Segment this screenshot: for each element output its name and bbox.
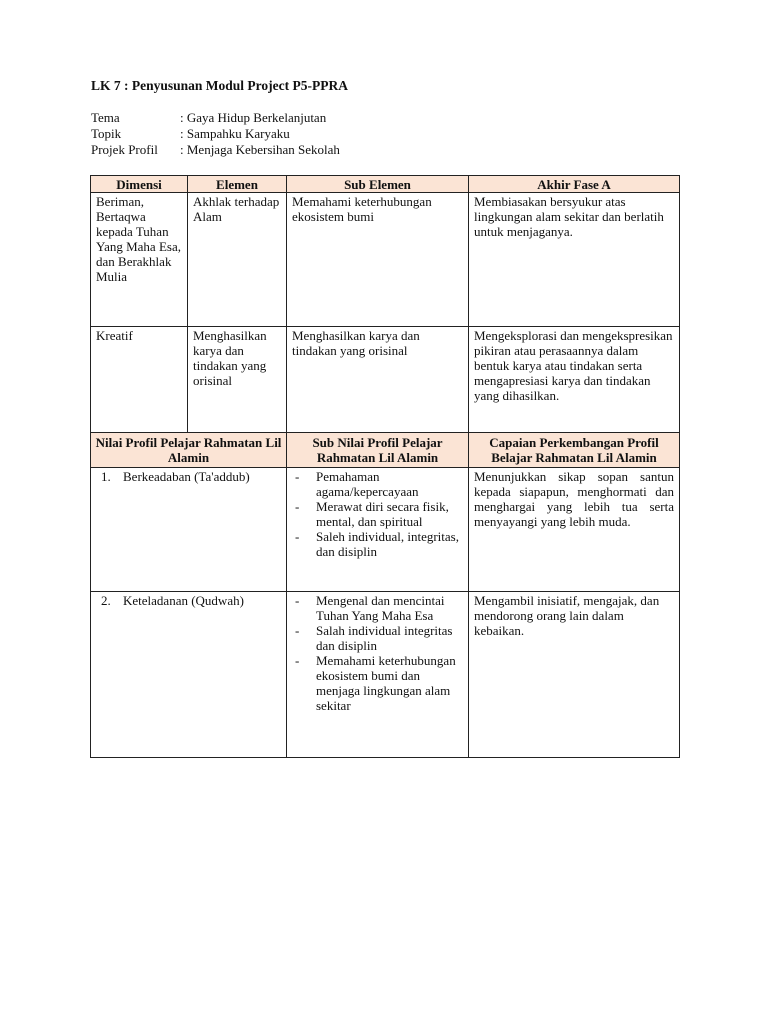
table-header-row <box>91 433 680 468</box>
cell-akhir-fase: Mengeksplorasi dan mengekspresikan pikiran atau perasaannya dalam bentuk karya atau tindakan serta mengapresiasi karya dan tindakan yang dihasilkan. <box>469 327 680 433</box>
list-item-text: Saleh individual, integritas, dan disiplin <box>316 529 459 559</box>
dash-marker: - <box>295 653 300 668</box>
cell-elemen: Akhlak terhadap Alam <box>188 193 287 327</box>
list-item-text: Mengenal dan mencintai Tuhan Yang Maha Esa <box>316 593 445 623</box>
list-item <box>292 499 463 529</box>
cell-sub-elemen: Memahami keterhubungan ekosistem bumi <box>287 193 469 327</box>
cell-capaian: Mengambil inisiatif, mengajak, dan mendorong orang lain dalam kebaikan. <box>469 592 680 758</box>
header-sub-elemen: Sub Elemen <box>287 176 469 193</box>
cell-sub-nilai <box>287 592 469 758</box>
dash-marker: - <box>295 529 300 544</box>
dash-marker: - <box>295 623 300 638</box>
meta-value: : Gaya Hidup Berkelanjutan <box>180 110 327 125</box>
numbered-item <box>96 469 281 484</box>
list-item <box>292 623 463 653</box>
table-row <box>91 327 680 433</box>
cell-sub-elemen: Menghasilkan karya dan tindakan yang orisinal <box>287 327 469 433</box>
list-item-text: Merawat diri secara fisik, mental, dan spiritual <box>316 499 449 529</box>
sub-nilai-list <box>292 469 463 559</box>
cell-dimensi: Kreatif <box>91 327 188 433</box>
item-number: 1. <box>101 469 111 484</box>
cell-akhir-fase: Membiasakan bersyukur atas lingkungan alam sekitar dan berlatih untuk menjaganya. <box>469 193 680 327</box>
dash-marker: - <box>295 469 300 484</box>
meta-row-topik <box>91 126 340 142</box>
table-row <box>91 193 680 327</box>
list-item <box>292 529 463 559</box>
header-elemen: Elemen <box>188 176 287 193</box>
meta-row-tema <box>91 110 340 126</box>
list-item <box>292 469 463 499</box>
item-number: 2. <box>101 593 111 608</box>
numbered-item <box>96 593 281 608</box>
project-meta <box>91 110 340 158</box>
header-capaian: Capaian Perkembangan Profil Belajar Rahmatan Lil Alamin <box>469 433 680 468</box>
cell-dimensi: Beriman, Bertaqwa kepada Tuhan Yang Maha Esa, dan Berakhlak Mulia <box>91 193 188 327</box>
cell-nilai <box>91 592 287 758</box>
cell-sub-nilai <box>287 468 469 592</box>
meta-value: : Menjaga Kebersihan Sekolah <box>180 142 340 157</box>
list-item <box>292 653 463 713</box>
list-item <box>292 593 463 623</box>
cell-nilai <box>91 468 287 592</box>
meta-label: Tema <box>91 110 120 125</box>
item-text: Berkeadaban (Ta'addub) <box>123 469 250 484</box>
cell-elemen: Menghasilkan karya dan tindakan yang orisinal <box>188 327 287 433</box>
header-nilai-profil: Nilai Profil Pelajar Rahmatan Lil Alamin <box>91 433 287 468</box>
table-row <box>91 592 680 758</box>
dash-marker: - <box>295 593 300 608</box>
list-item-text: Pemahaman agama/kepercayaan <box>316 469 419 499</box>
table-header-row <box>91 176 680 193</box>
cell-capaian: Menunjukkan sikap sopan santun kepada siapapun, menghormati dan menghargai yang lebih tua serta menyayangi yang lebih muda. <box>469 468 680 592</box>
item-text: Keteladanan (Qudwah) <box>123 593 244 608</box>
header-sub-nilai: Sub Nilai Profil Pelajar Rahmatan Lil Alamin <box>287 433 469 468</box>
header-akhir-fase: Akhir Fase A <box>469 176 680 193</box>
header-dimensi: Dimensi <box>91 176 188 193</box>
meta-label: Topik <box>91 126 122 141</box>
sub-nilai-list <box>292 593 463 713</box>
document-title: LK 7 : Penyusunan Modul Project P5-PPRA <box>91 78 348 93</box>
table-row <box>91 468 680 592</box>
meta-value: : Sampahku Karyaku <box>180 126 290 141</box>
meta-label: Projek Profil <box>91 142 158 157</box>
list-item-text: Salah individual integritas dan disiplin <box>316 623 453 653</box>
meta-row-projek-profil <box>91 142 340 158</box>
module-table <box>90 175 680 758</box>
list-item-text: Memahami keterhubungan ekosistem bumi dan menjaga lingkungan alam sekitar <box>316 653 456 713</box>
module-table-wrap <box>90 175 680 758</box>
dash-marker: - <box>295 499 300 514</box>
